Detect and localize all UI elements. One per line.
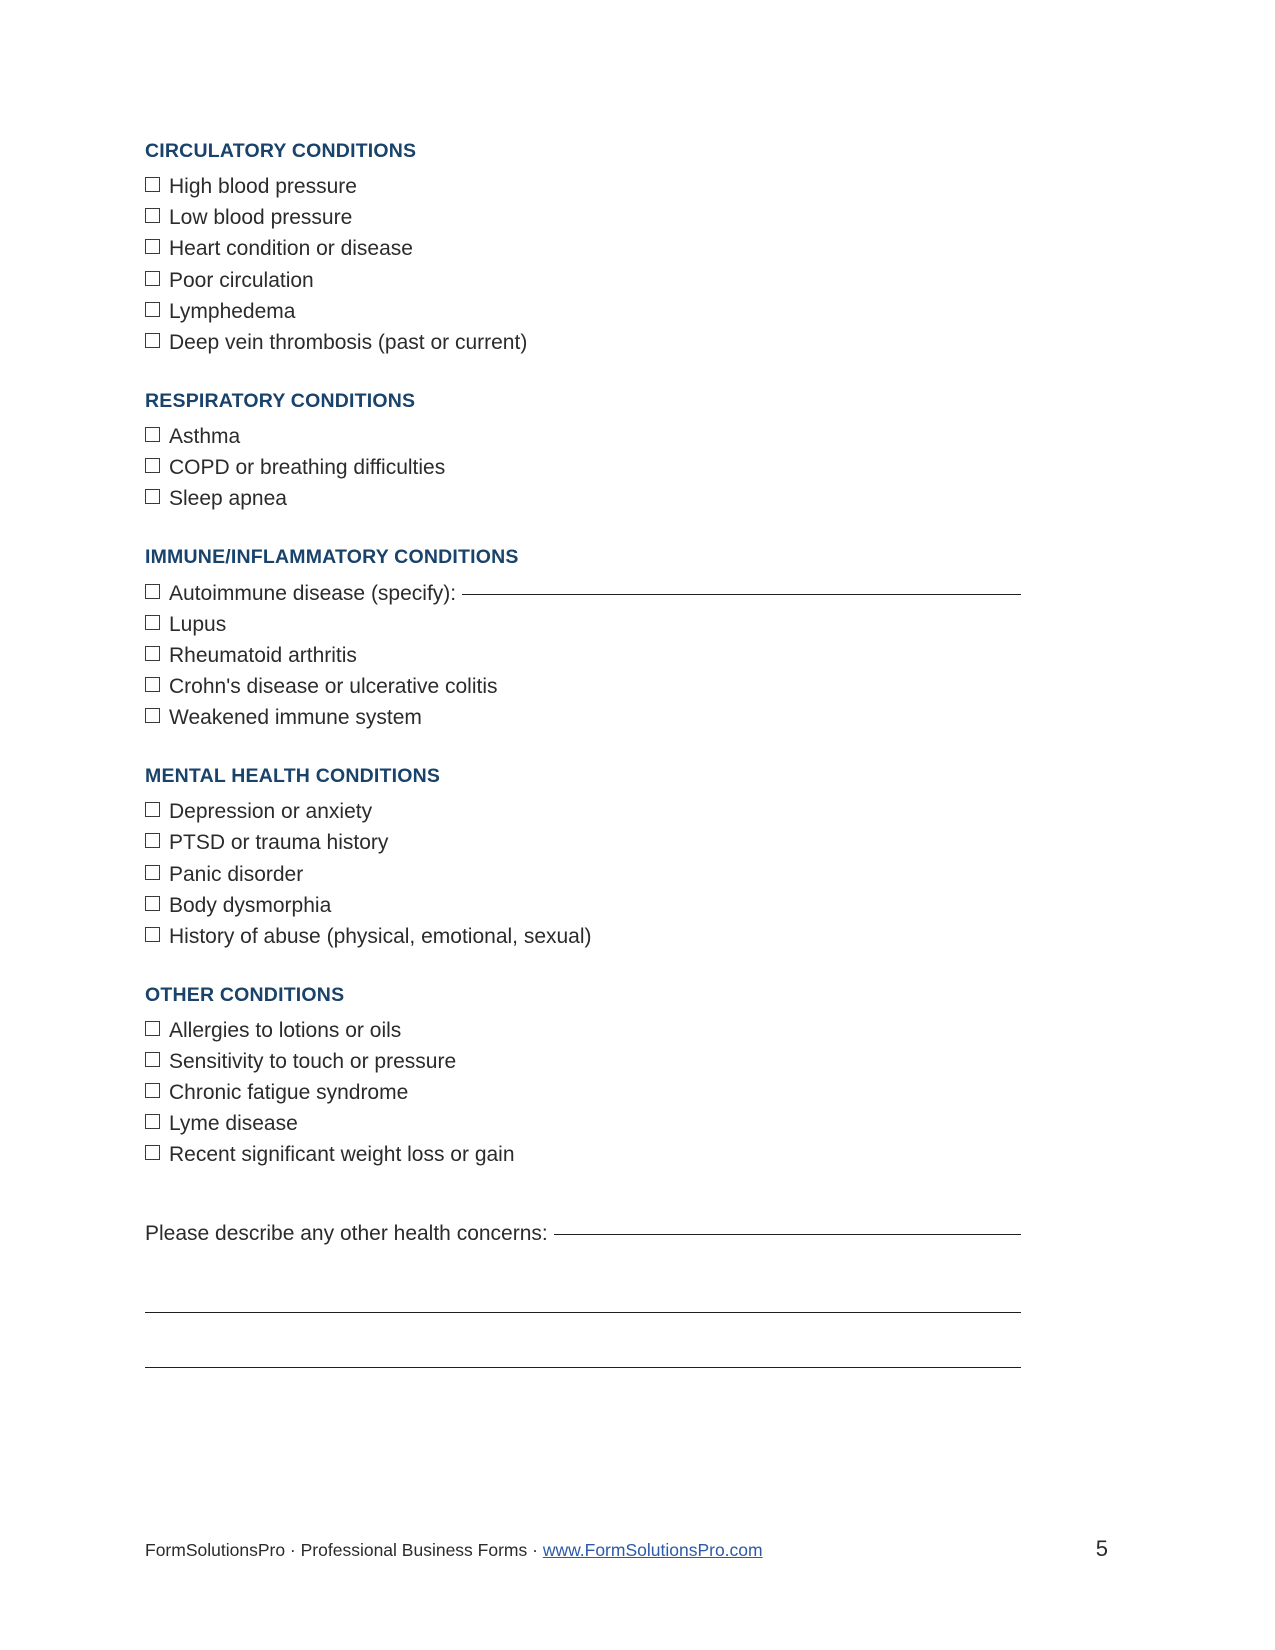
checkbox-label: History of abuse (physical, emotional, sexual) <box>169 924 592 948</box>
checkbox-label: Low blood pressure <box>169 206 353 230</box>
condition-section <box>145 138 1021 358</box>
section-heading: CIRCULATORY CONDITIONS <box>145 140 417 162</box>
checkbox-icon[interactable] <box>145 302 160 317</box>
describe-concerns-fill-in-line[interactable] <box>554 1218 1021 1235</box>
checkbox-icon[interactable] <box>145 239 160 254</box>
describe-concerns-label: Please describe any other health concerns: <box>145 1222 548 1246</box>
checkbox-row[interactable] <box>145 1077 1021 1108</box>
checkbox-label: Recent significant weight loss or gain <box>169 1143 515 1167</box>
describe-concerns-row <box>145 1218 1021 1249</box>
checkbox-row[interactable] <box>145 578 1021 609</box>
checkbox-label: Allergies to lotions or oils <box>169 1019 402 1043</box>
checkbox-icon[interactable] <box>145 489 160 504</box>
checkbox-icon[interactable] <box>145 646 160 661</box>
checkbox-icon[interactable] <box>145 865 160 880</box>
section-heading: RESPIRATORY CONDITIONS <box>145 389 416 412</box>
blank-write-in-line[interactable] <box>145 1367 1021 1368</box>
form-content <box>145 138 1021 1368</box>
checkbox-row[interactable] <box>145 890 1021 921</box>
checkbox-icon[interactable] <box>145 1052 160 1067</box>
checkbox-label: Crohn's disease or ulcerative colitis <box>169 674 498 698</box>
checkbox-row[interactable] <box>145 1015 1021 1046</box>
checkbox-icon[interactable] <box>145 1083 160 1098</box>
checkbox-icon[interactable] <box>145 427 160 442</box>
page-footer <box>145 1536 1130 1562</box>
checkbox-label: Sensitivity to touch or pressure <box>169 1050 457 1074</box>
checkbox-row[interactable] <box>145 296 1021 327</box>
section-heading: MENTAL HEALTH CONDITIONS <box>145 765 441 788</box>
checkbox-icon[interactable] <box>145 677 160 692</box>
footer-brand: FormSolutionsPro <box>145 1540 286 1560</box>
checkbox-icon[interactable] <box>145 177 160 192</box>
checkbox-icon[interactable] <box>145 584 160 599</box>
footer-tagline: Professional Business Forms <box>300 1540 528 1560</box>
checkbox-row[interactable] <box>145 702 1021 733</box>
checkbox-row[interactable] <box>145 859 1021 890</box>
checkbox-label: Deep vein thrombosis (past or current) <box>169 330 528 354</box>
checkbox-icon[interactable] <box>145 333 160 348</box>
footer-separator-1: · <box>285 1540 301 1560</box>
checkbox-label: Heart condition or disease <box>169 237 413 261</box>
checkbox-icon[interactable] <box>145 208 160 223</box>
checkbox-row[interactable] <box>145 671 1021 702</box>
checkbox-icon[interactable] <box>145 708 160 723</box>
inline-fill-in-line[interactable] <box>462 578 1021 595</box>
checkbox-icon[interactable] <box>145 458 160 473</box>
checkbox-label: Lymphedema <box>169 299 296 323</box>
checkbox-label: Lyme disease <box>169 1112 298 1136</box>
blank-write-in-line[interactable] <box>145 1312 1021 1313</box>
checkbox-row[interactable] <box>145 421 1021 452</box>
checkbox-icon[interactable] <box>145 615 160 630</box>
checkbox-icon[interactable] <box>145 802 160 817</box>
checkbox-row[interactable] <box>145 609 1021 640</box>
checkbox-icon[interactable] <box>145 896 160 911</box>
checkbox-label: Lupus <box>169 612 227 636</box>
checkbox-icon[interactable] <box>145 1145 160 1160</box>
condition-section <box>145 544 1021 733</box>
checkbox-label: Sleep apnea <box>169 487 287 511</box>
checkbox-label: Rheumatoid arthritis <box>169 643 357 667</box>
page-number: 5 <box>1095 1536 1108 1561</box>
checkbox-row[interactable] <box>145 921 1021 952</box>
checkbox-label: Chronic fatigue syndrome <box>169 1081 409 1105</box>
checkbox-icon[interactable] <box>145 927 160 942</box>
checkbox-icon[interactable] <box>145 1114 160 1129</box>
checkbox-label: Body dysmorphia <box>169 893 332 917</box>
condition-section <box>145 388 1021 515</box>
checkbox-row[interactable] <box>145 827 1021 858</box>
checkbox-icon[interactable] <box>145 1021 160 1036</box>
section-heading: OTHER CONDITIONS <box>145 983 345 1006</box>
checkbox-label: Weakened immune system <box>169 705 422 729</box>
section-heading: IMMUNE/INFLAMMATORY CONDITIONS <box>145 546 519 569</box>
checkbox-row[interactable] <box>145 1108 1021 1139</box>
checkbox-row[interactable] <box>145 452 1021 483</box>
checkbox-label: Asthma <box>169 425 241 449</box>
footer-website-link[interactable]: www.FormSolutionsPro.com <box>542 1540 763 1560</box>
condition-section <box>145 982 1021 1171</box>
checkbox-row[interactable] <box>145 265 1021 296</box>
checkbox-row[interactable] <box>145 233 1021 264</box>
checkbox-row[interactable] <box>145 202 1021 233</box>
checkbox-label: High blood pressure <box>169 175 357 199</box>
checkbox-row[interactable] <box>145 171 1021 202</box>
footer-credit <box>145 1540 763 1561</box>
checkbox-icon[interactable] <box>145 833 160 848</box>
checkbox-label: Autoimmune disease (specify): <box>169 581 457 605</box>
describe-concerns-block <box>145 1218 1021 1367</box>
footer-separator-2: · <box>527 1540 543 1560</box>
checkbox-row[interactable] <box>145 640 1021 671</box>
checkbox-row[interactable] <box>145 1139 1021 1170</box>
checkbox-icon[interactable] <box>145 271 160 286</box>
checkbox-label: Depression or anxiety <box>169 800 373 824</box>
checkbox-label: COPD or breathing difficulties <box>169 456 446 480</box>
checkbox-label: Poor circulation <box>169 268 314 292</box>
checkbox-row[interactable] <box>145 327 1021 358</box>
checkbox-label: PTSD or trauma history <box>169 831 389 855</box>
checkbox-row[interactable] <box>145 796 1021 827</box>
checkbox-row[interactable] <box>145 483 1021 514</box>
checkbox-label: Panic disorder <box>169 862 304 886</box>
checkbox-row[interactable] <box>145 1046 1021 1077</box>
condition-section <box>145 763 1021 952</box>
